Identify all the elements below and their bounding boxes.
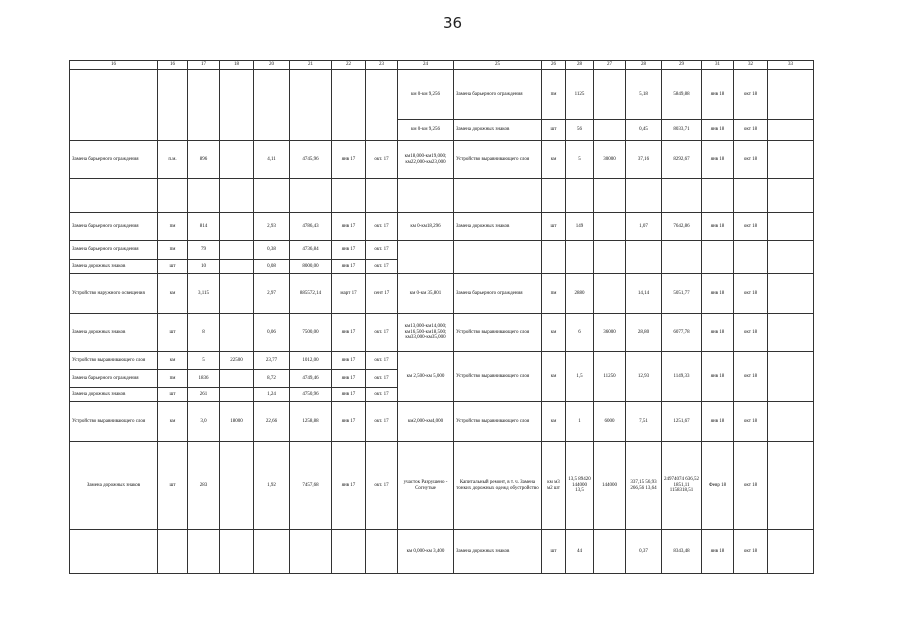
table-cell: пм [158, 241, 188, 260]
table-cell: окт. 17 [366, 388, 398, 402]
table-row [70, 274, 814, 314]
table-cell [158, 530, 188, 574]
table-cell [220, 213, 254, 241]
table-cell: окт 18 [734, 274, 768, 314]
table-row [70, 213, 814, 241]
table-cell [398, 241, 454, 274]
table-cell: окт. 17 [366, 370, 398, 388]
table-cell [254, 179, 290, 213]
table-cell [70, 179, 158, 213]
table-cell: 79 [188, 241, 220, 260]
table-cell: 2880 [566, 274, 594, 314]
table-cell: янв 18 [702, 141, 734, 179]
table-cell [454, 241, 542, 274]
table-cell: км18,000-км19,000; км22,000-км23,000 [398, 141, 454, 179]
table-cell: км м3 м2 шт [542, 442, 566, 530]
table-cell [220, 370, 254, 388]
table-cell: Замена барьерного ограждения [70, 213, 158, 241]
table-cell: Замена барьерного ограждения [454, 70, 542, 120]
table-cell [768, 442, 814, 530]
table-cell: янв 18 [702, 530, 734, 574]
table-cell [768, 274, 814, 314]
table-cell: Замена дорожных знаков [70, 442, 158, 530]
table-cell: Капитальный ремонт, в т. ч. Замена тонких дорожных одежд обустройство [454, 442, 542, 530]
table-cell: янв 18 [702, 352, 734, 402]
table-cell: Замена барьерного ограждения [454, 274, 542, 314]
table-cell: окт. 17 [366, 314, 398, 352]
table-cell: км 2,500-км 5,000 [398, 352, 454, 402]
table-cell [220, 179, 254, 213]
table-cell: 261 [188, 388, 220, 402]
table-cell [220, 388, 254, 402]
table-cell: 8,72 [254, 370, 290, 388]
table-cell: 1258,88 [290, 402, 332, 442]
table-cell: 4,11 [254, 141, 290, 179]
table-cell: окт 18 [734, 141, 768, 179]
header-cell: 27 [594, 61, 626, 70]
table-cell: 4749,46 [290, 370, 332, 388]
table-cell: 6000 [594, 402, 626, 442]
table-cell [220, 241, 254, 260]
header-cell: 25 [454, 61, 542, 70]
table-cell: 5051,77 [662, 274, 702, 314]
table-cell: Устройство выравнивающего слоя [70, 352, 158, 370]
header-cell: 33 [768, 61, 814, 70]
table-cell: шт [158, 442, 188, 530]
table-cell: 4745,96 [290, 141, 332, 179]
table-cell [594, 213, 626, 241]
table-cell: Устройство выравнивающего слоя [454, 141, 542, 179]
table-cell: шт [542, 213, 566, 241]
table-cell: 56 [566, 120, 594, 141]
table-cell [566, 241, 594, 274]
table-cell: янв 18 [702, 213, 734, 241]
table-cell [768, 70, 814, 120]
table-cell: участок Разрушено - Согнутые [398, 442, 454, 530]
table-cell [662, 241, 702, 274]
table-cell: 4736,84 [290, 241, 332, 260]
table-cell [594, 70, 626, 120]
table-cell: окт 18 [734, 120, 768, 141]
table-cell: янв 17 [332, 370, 366, 388]
table-cell: 7500,00 [290, 314, 332, 352]
table-cell: 8033,71 [662, 120, 702, 141]
table-cell: окт 18 [734, 530, 768, 574]
table-cell: Устройство выравнивающего слоя [454, 402, 542, 442]
table-row [70, 530, 814, 574]
table-cell: Февр 18 [702, 442, 734, 530]
table-cell [768, 402, 814, 442]
table-cell: 6 [566, 314, 594, 352]
table-cell: 24974074 636,52 1851,11 1158318,51 [662, 442, 702, 530]
table-cell: км [158, 402, 188, 442]
table-cell: Устройство выравнивающего слоя [454, 314, 542, 352]
table-cell: 1,24 [254, 388, 290, 402]
table-cell: янв 17 [332, 213, 366, 241]
table-cell: 22,66 [254, 402, 290, 442]
header-cell: 17 [188, 61, 220, 70]
table-cell [702, 241, 734, 274]
table-cell: 23,77 [254, 352, 290, 370]
table-cell: км 0,000-км 3,400 [398, 530, 454, 574]
header-cell: 32 [734, 61, 768, 70]
table-cell: 6077,78 [662, 314, 702, 352]
table-cell: Устройство выравнивающего слоя [454, 352, 542, 402]
table-cell: 1,07 [626, 213, 662, 241]
table-cell: Замена барьерного ограждения [70, 370, 158, 388]
table-cell [566, 179, 594, 213]
table-cell [594, 120, 626, 141]
table-cell [290, 70, 332, 141]
table-cell: Устройство выравнивающего слоя [70, 402, 158, 442]
page-number: 36 [442, 14, 463, 32]
table-cell [734, 241, 768, 274]
table-cell: Замена дорожных знаков [454, 213, 542, 241]
table-cell: шт [158, 260, 188, 274]
table-cell [254, 70, 290, 141]
table-cell: 5849,88 [662, 70, 702, 120]
table-cell: март 17 [332, 274, 366, 314]
table-cell: 8292,67 [662, 141, 702, 179]
table-cell [626, 241, 662, 274]
table-cell: 12,93 [626, 352, 662, 402]
table-cell [70, 70, 158, 141]
table-cell [542, 179, 566, 213]
table-cell [594, 274, 626, 314]
table-cell [220, 442, 254, 530]
header-cell: 28 [626, 61, 662, 70]
table-cell: шт [542, 530, 566, 574]
table-cell: км 0-км 9,256 [398, 70, 454, 120]
table-cell: 1125 [566, 70, 594, 120]
table-cell: км [542, 402, 566, 442]
table-cell: 0,06 [254, 314, 290, 352]
table-cell: окт. 17 [366, 402, 398, 442]
table-cell: 28,80 [626, 314, 662, 352]
table-cell: Замена дорожных знаков [70, 388, 158, 402]
table-cell: 1251,67 [662, 402, 702, 442]
table-cell: янв 17 [332, 314, 366, 352]
table-cell [220, 70, 254, 141]
table-cell [254, 530, 290, 574]
table-row [70, 179, 814, 213]
table-cell: км [158, 274, 188, 314]
header-cell: 31 [702, 61, 734, 70]
table-cell: 1149,33 [662, 352, 702, 402]
table-cell: 3,0 [188, 402, 220, 442]
table-cell: окт. 17 [366, 141, 398, 179]
table-cell: 1012,00 [290, 352, 332, 370]
table-cell [594, 179, 626, 213]
table-cell: Замена дорожных знаков [454, 120, 542, 141]
table-cell [220, 141, 254, 179]
table-cell: 11250 [594, 352, 626, 402]
table-cell: км 0-км 35,801 [398, 274, 454, 314]
table-cell: Замена барьерного ограждения [70, 141, 158, 179]
table-cell: 337,15 56,93 266,56 13,64 [626, 442, 662, 530]
table-cell: 14,14 [626, 274, 662, 314]
table-cell [768, 213, 814, 241]
table-cell: янв 18 [702, 120, 734, 141]
table-cell: 7457,68 [290, 442, 332, 530]
table-cell [768, 530, 814, 574]
table-row [70, 352, 814, 370]
table-cell: 2,97 [254, 274, 290, 314]
header-cell: 24 [398, 61, 454, 70]
table-cell: км [542, 352, 566, 402]
table-cell [220, 530, 254, 574]
table-cell [768, 314, 814, 352]
table-cell: окт. 17 [366, 260, 398, 274]
header-cell: 28 [566, 61, 594, 70]
table-cell: км [158, 352, 188, 370]
table-cell [290, 530, 332, 574]
table-cell: п.м. [158, 141, 188, 179]
table-cell: км [542, 141, 566, 179]
table-cell [188, 530, 220, 574]
table-cell: км [542, 314, 566, 352]
table-cell: 814 [188, 213, 220, 241]
table-cell: окт. 17 [366, 241, 398, 260]
header-cell: 29 [662, 61, 702, 70]
table-cell: 0,08 [254, 260, 290, 274]
table-row [70, 241, 814, 260]
table-cell: шт [158, 388, 188, 402]
table-cell: янв 17 [332, 388, 366, 402]
table-cell [454, 179, 542, 213]
table-cell: янв 17 [332, 402, 366, 442]
table-cell: км 0-км 9,256 [398, 120, 454, 141]
table-cell [332, 179, 366, 213]
table-cell: 283 [188, 442, 220, 530]
table-cell [768, 141, 814, 179]
data-table [69, 60, 814, 574]
table-cell: 7,51 [626, 402, 662, 442]
table-cell: 144000 [594, 442, 626, 530]
table-cell: 0,38 [254, 241, 290, 260]
table-cell: 44 [566, 530, 594, 574]
table-cell: км13,000-км14,000; км16,500-км18,500; км33,000-км35,000 [398, 314, 454, 352]
table-cell: шт [158, 314, 188, 352]
table-cell: янв 18 [702, 314, 734, 352]
table-cell: 885572,14 [290, 274, 332, 314]
table-cell [768, 352, 814, 402]
table-cell: окт 18 [734, 213, 768, 241]
table-cell [366, 530, 398, 574]
table-cell: окт. 17 [366, 442, 398, 530]
table-cell: 37,16 [626, 141, 662, 179]
header-cell: 16 [158, 61, 188, 70]
table-cell: 36000 [594, 314, 626, 352]
table-cell: окт 18 [734, 70, 768, 120]
table-cell [70, 530, 158, 574]
header-cell: 16 [70, 61, 158, 70]
table-cell [594, 241, 626, 274]
header-cell: 22 [332, 61, 366, 70]
table-row [70, 70, 814, 120]
header-cell: 23 [366, 61, 398, 70]
table-cell [158, 179, 188, 213]
table-cell: 2,93 [254, 213, 290, 241]
table-cell: 13,5 89420 144000 13,5 [566, 442, 594, 530]
table-cell [332, 70, 366, 141]
table-cell: км 0-км18,296 [398, 213, 454, 241]
table-cell: 8 [188, 314, 220, 352]
table-cell: 18000 [220, 402, 254, 442]
table-cell [220, 314, 254, 352]
header-cell: 20 [254, 61, 290, 70]
table-cell: 7642,86 [662, 213, 702, 241]
table-cell: 896 [188, 141, 220, 179]
table-cell: 10 [188, 260, 220, 274]
table-cell: 8000,00 [290, 260, 332, 274]
table-cell: янв 18 [702, 70, 734, 120]
table-cell [768, 120, 814, 141]
table-cell [594, 530, 626, 574]
table-cell: 1836 [188, 370, 220, 388]
header-row [70, 61, 814, 70]
table-cell [768, 241, 814, 274]
table-row [70, 442, 814, 530]
table-cell: пм [158, 213, 188, 241]
table-cell [158, 70, 188, 141]
table-cell: янв 18 [702, 402, 734, 442]
table-cell: 30000 [594, 141, 626, 179]
table-cell: пм [542, 70, 566, 120]
table-cell: 0,45 [626, 120, 662, 141]
table-cell: Устройство наружного освещения [70, 274, 158, 314]
table-cell: янв 17 [332, 260, 366, 274]
table-cell: 4750,96 [290, 388, 332, 402]
table-cell: пм [158, 370, 188, 388]
table-cell [366, 179, 398, 213]
header-cell: 21 [290, 61, 332, 70]
table-cell: окт 18 [734, 442, 768, 530]
table-cell: янв 17 [332, 442, 366, 530]
table-cell [398, 179, 454, 213]
table-cell: 149 [566, 213, 594, 241]
header-cell: 26 [542, 61, 566, 70]
table-cell: 1 [566, 402, 594, 442]
table-cell [188, 179, 220, 213]
table-row [70, 402, 814, 442]
table-cell: 5,18 [626, 70, 662, 120]
table-cell: 5 [566, 141, 594, 179]
table-cell [626, 179, 662, 213]
table-cell: 8343,48 [662, 530, 702, 574]
table-cell: окт 18 [734, 352, 768, 402]
table-row [70, 141, 814, 179]
table-cell: янв 17 [332, 352, 366, 370]
table-cell: Замена дорожных знаков [70, 260, 158, 274]
table-cell: янв 17 [332, 241, 366, 260]
table-cell: Замена барьерного ограждения [70, 241, 158, 260]
table-cell: Замена дорожных знаков [70, 314, 158, 352]
table-cell: окт. 17 [366, 213, 398, 241]
table-cell: окт 18 [734, 314, 768, 352]
table-cell [366, 70, 398, 141]
table-cell [662, 179, 702, 213]
table-cell: 4786,43 [290, 213, 332, 241]
table-cell: Замена дорожных знаков [454, 530, 542, 574]
table-cell [734, 179, 768, 213]
table-cell: 5 [188, 352, 220, 370]
table-cell: 1,5 [566, 352, 594, 402]
table-cell: окт 18 [734, 402, 768, 442]
table-row [70, 314, 814, 352]
table-cell: 22500 [220, 352, 254, 370]
table-cell [220, 260, 254, 274]
table-cell [332, 530, 366, 574]
table-cell: км2,000-км4,000 [398, 402, 454, 442]
table-cell: пм [542, 274, 566, 314]
header-cell: 18 [220, 61, 254, 70]
table-cell [702, 179, 734, 213]
table-cell: янв 17 [332, 141, 366, 179]
table-cell: 1,92 [254, 442, 290, 530]
table-cell: сент 17 [366, 274, 398, 314]
table-cell [768, 179, 814, 213]
table-cell: 3,115 [188, 274, 220, 314]
table-cell [542, 241, 566, 274]
table-cell [220, 274, 254, 314]
table-cell [188, 70, 220, 141]
table-cell: 0,37 [626, 530, 662, 574]
table-cell: шт [542, 120, 566, 141]
table-cell [290, 179, 332, 213]
table-cell: янв 18 [702, 274, 734, 314]
table-cell: окт. 17 [366, 352, 398, 370]
